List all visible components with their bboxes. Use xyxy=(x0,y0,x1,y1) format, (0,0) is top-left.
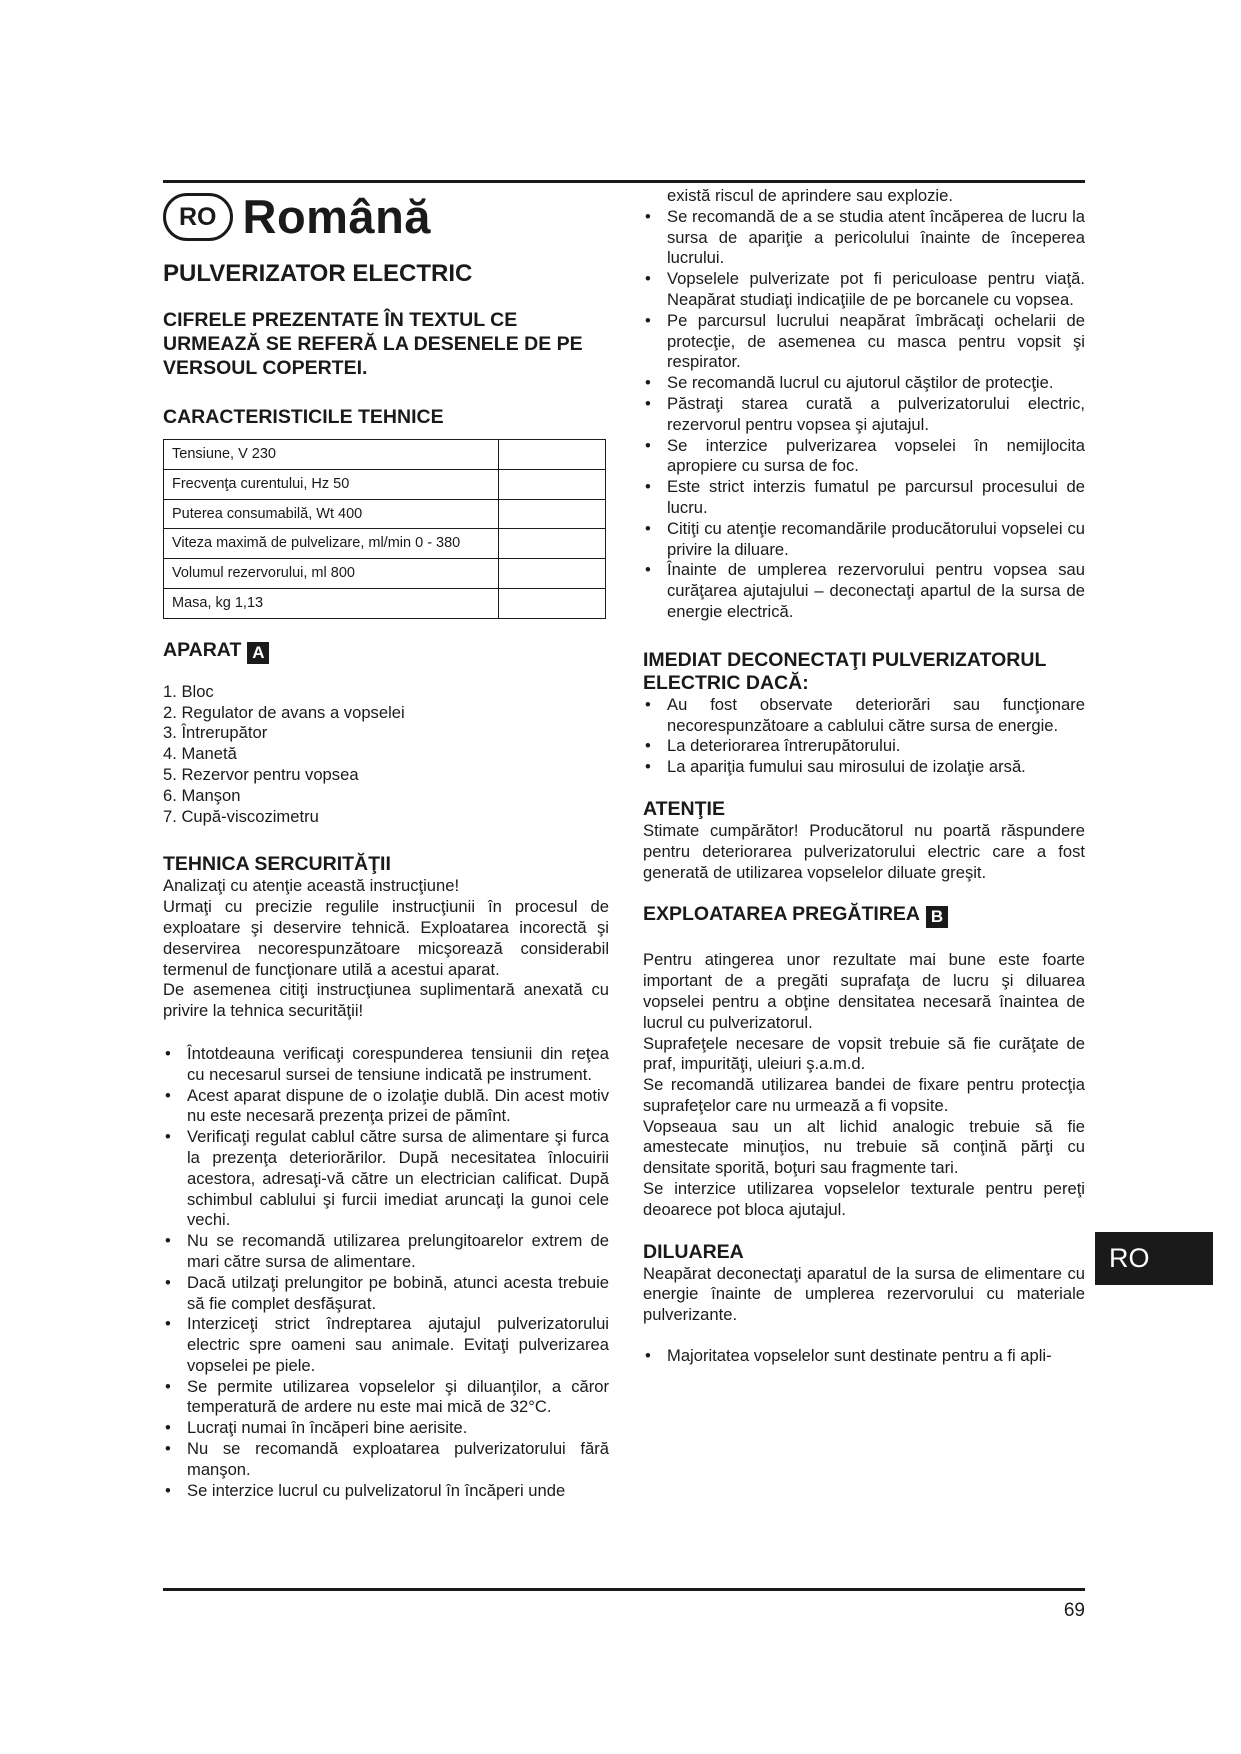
spec-value-cell xyxy=(499,559,606,589)
list-item: • Nu se recomandă utilizarea prelungitoarelor extrem de mari către sursa de alimentare. xyxy=(163,1231,609,1273)
language-side-tab: RO xyxy=(1095,1232,1213,1285)
list-item: • Citiţi cu atenţie recomandările producătorului vopselei cu privire la diluare. xyxy=(643,519,1085,561)
specs-heading: CARACTERISTICILE TEHNICE xyxy=(163,406,444,428)
language-header xyxy=(163,192,609,242)
spec-value-cell xyxy=(499,499,606,529)
product-title: PULVERIZATOR ELECTRIC xyxy=(163,260,473,287)
preparation-body xyxy=(643,950,1085,1220)
table-row xyxy=(164,469,606,499)
attention-heading: ATENŢIE xyxy=(643,797,725,820)
list-item: • Se recomandă lucrul cu ajutorul căştilor de protecţie. xyxy=(643,373,1085,394)
list-item: 3. Întrerupător xyxy=(163,723,268,743)
figure-a-badge: A xyxy=(247,642,269,664)
disconnect-list xyxy=(643,695,1085,778)
language-title: Română xyxy=(242,190,431,243)
table-row xyxy=(164,588,606,618)
bottom-rule xyxy=(163,1588,1085,1591)
list-item: • Întotdeauna verificaţi corespunderea tensiunii din reţea cu necesarul sursei de tensiune indicată pe instrument. xyxy=(163,1044,609,1086)
list-item: • Nu se recomandă exploatarea pulverizatorului fără manşon. xyxy=(163,1439,609,1481)
device-heading: APARAT A xyxy=(163,639,609,664)
spec-value-cell xyxy=(499,469,606,499)
spec-value-cell xyxy=(499,440,606,470)
list-item: • Verificaţi regulat cablul către sursa de alimentare şi furca la prezenţa deteriorărilor. După necesitatea înlocuirii acestora, adresaţi-vă către un electrician calificat. După schimbul cablului şi furcii imediat aruncaţi la gunoi cele vechi. xyxy=(163,1127,609,1231)
table-row xyxy=(164,440,606,470)
attention-text: Stimate cumpărător! Producătorul nu poartă răspundere pentru deteriorarea pulverizatorului electric care a fost generată de utilizarea vopselelor diluate greşit. xyxy=(643,820,1085,882)
dilution-text: Neapărat deconectaţi aparatul de la sursa de elimentare cu energie înainte de umplerea rezervorului cu materiale pulverizante. xyxy=(643,1263,1085,1325)
safety-intro: De asemenea citiţi instrucţiunea suplimentară anexată cu privire la tehnica securităţii! xyxy=(163,980,609,1021)
list-item: • Dacă utilzaţi prelungitor pe bobină, atunci acesta trebuie să fie complet desfăşurat. xyxy=(163,1273,609,1315)
list-item: • Interziceţi strict îndreptarea ajutajul pulverizatorului electric spre oameni sau animale. Evitaţi pulverizarea vopselei pe piele. xyxy=(163,1314,609,1376)
safety-list-continued xyxy=(643,207,1085,623)
spec-value-cell xyxy=(499,529,606,559)
dilution-heading: DILUAREA xyxy=(643,1240,744,1263)
spec-cell: Viteza maximă de pulvelizare, ml/min 0 - 380 xyxy=(164,529,499,559)
safety-heading: TEHNICA SERCURITĂŢII xyxy=(163,853,391,876)
parts-list xyxy=(163,682,609,828)
specs-table xyxy=(163,439,606,619)
list-item: 4. Manetă xyxy=(163,744,237,764)
safety-intro: Analizaţi cu atenţie această instrucţiune! xyxy=(163,876,460,896)
list-item: • Înainte de umplerea rezervorului pentru vopsea sau curăţarea ajutajului – deconectaţi apartul de la sursa de energie electrică. xyxy=(643,560,1085,622)
list-item: • Este strict interzis fumatul pe parcursul procesului de lucru. xyxy=(643,477,1085,519)
spec-cell: Tensiune, V 230 xyxy=(164,440,499,470)
preparation-paragraph: Vopseaua sau un alt lichid analogic trebuie să fie amestecate minuţios, nu trebuie să conţină părţi cu densitate sporită, boţuri sau fragmente tari. xyxy=(643,1116,1085,1178)
safety-intro: Urmaţi cu precizie regulile instrucţiunii în procesul de exploatare şi deservire tehnică. Exploatarea incorectă şi deservirea necorespunzătoare micşorează considerabil termenul de funcţionare utilă a acestui aparat. xyxy=(163,897,609,979)
list-item: 1. Bloc xyxy=(163,681,214,701)
table-row xyxy=(164,499,606,529)
preparation-paragraph: Suprafeţele necesare de vopsit trebuie să fie curăţate de praf, impurităţi, uleiuri ş.a.m.d. xyxy=(643,1033,1085,1074)
dilution-list xyxy=(643,1346,1085,1367)
list-item: • Lucraţi numai în încăperi bine aerisite. xyxy=(163,1418,609,1439)
top-rule xyxy=(163,180,1085,183)
list-item: 6. Manşon xyxy=(163,785,241,805)
spec-cell: Puterea consumabilă, Wt 400 xyxy=(164,499,499,529)
preparation-paragraph: Se interzice utilizarea vopselelor texturale pentru pereţi deoarece pot bloca ajutajul. xyxy=(643,1179,1085,1219)
list-item: • Vopselele pulverizate pot fi periculoase pentru viaţă. Neapărat studiaţi indicaţiile de pe borcanele cu vopsea. xyxy=(643,269,1085,311)
language-code-badge: RO xyxy=(163,193,233,241)
list-item: • Se interzice pulverizarea vopselei în nemijlocita apropiere cu sursa de foc. xyxy=(643,436,1085,478)
preparation-paragraph: Se recomandă utilizarea bandei de fixare pentru protecţia suprafeţelor care nu urmează a fi vopsite. xyxy=(643,1075,1085,1115)
list-item: • La apariţia fumului sau mirosului de izolaţie arsă. xyxy=(643,757,1085,778)
spec-cell: Masa, kg 1,13 xyxy=(164,588,499,618)
right-column xyxy=(643,186,1085,1367)
spec-cell: Frecvenţa curentului, Hz 50 xyxy=(164,469,499,499)
preparation-paragraph: Pentru atingerea unor rezultate mai bune este foarte important de a pregăti suprafaţa de lucru şi diluarea vopselei pentru a obţine densitatea necesară înaintea de lucrul cu pulverizatorul. xyxy=(643,950,1085,1032)
list-item: • Se permite utilizarea vopselelor şi diluanţilor, a căror temperatură de ardere nu este mai mică de 32°C. xyxy=(163,1377,609,1419)
safety-list xyxy=(163,1044,609,1502)
page-number: 69 xyxy=(1063,1600,1085,1621)
list-item: • Păstraţi starea curată a pulverizatorului electric, rezervorul pentru vopsea şi ajutajul. xyxy=(643,394,1085,436)
list-item: 5. Rezervor pentru vopsea xyxy=(163,764,359,784)
figure-b-badge: B xyxy=(926,906,948,928)
preparation-heading: EXPLOATAREA PREGĂTIREA B xyxy=(643,903,1085,928)
list-item: • La deteriorarea întrerupătorului. xyxy=(643,736,1085,757)
list-item: 2. Regulator de avans a vopselei xyxy=(163,702,405,722)
spec-cell: Volumul rezervorului, ml 800 xyxy=(164,559,499,589)
list-item: 7. Cupă-viscozimetru xyxy=(163,806,319,826)
left-column xyxy=(163,186,609,1501)
safety-continuation: există riscul de aprindere sau explozie. xyxy=(667,186,953,205)
list-item: • Pe parcursul lucrului neapărat îmbrăcaţi ochelarii de protecţie, de asemenea cu masca pentru vopsit şi respirator. xyxy=(643,311,1085,373)
list-item: • Se recomandă de a se studia atent încăperea de lucru la sursa de apariţie a pericolului înainte de începerea lucrului. xyxy=(643,207,1085,269)
table-row xyxy=(164,529,606,559)
list-item: • Au fost observate deteriorări sau funcţionare necorespunzătoare a cablului către sursa de energie. xyxy=(643,695,1085,737)
list-item: • Majoritatea vopselelor sunt destinate pentru a fi apli- xyxy=(643,1346,1085,1367)
list-item: • Acest aparat dispune de o izolaţie dublă. Din acest motiv nu este necesară prezenţa prizei de pămînt. xyxy=(163,1086,609,1128)
figures-notice: CIFRELE PREZENTATE ÎN TEXTUL CE URMEAZĂ SE REFERĂ LA DESENELE DE PE VERSOUL COPERTEI. xyxy=(163,309,583,379)
disconnect-heading: IMEDIAT DECONECTAŢI PULVERIZATORUL ELECTRIC DACĂ: xyxy=(643,648,1046,694)
list-item: • Se interzice lucrul cu pulvelizatorul în încăperi unde xyxy=(163,1481,609,1502)
table-row xyxy=(164,559,606,589)
spec-value-cell xyxy=(499,588,606,618)
